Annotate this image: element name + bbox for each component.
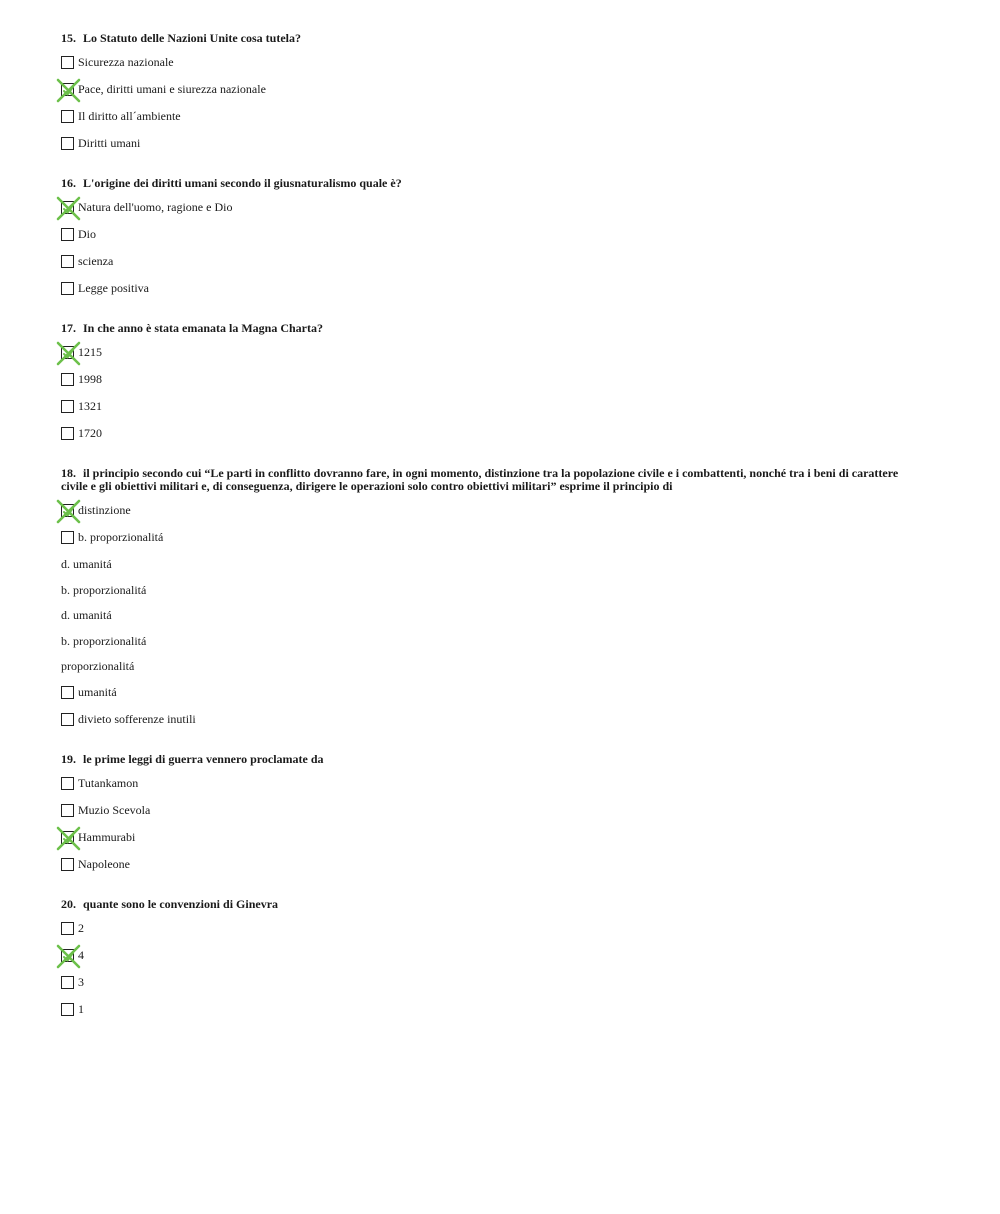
answer-option[interactable] [61,974,901,1001]
checkbox[interactable] [61,922,74,935]
question-title [61,30,901,54]
question-number: 19. [61,751,76,766]
checkbox-checked[interactable] [61,201,74,214]
answer-text-line [61,607,901,633]
answer-label: 4 [78,947,84,962]
answer-label: Il diritto all´ambiente [78,109,181,123]
answer-option[interactable] [61,711,901,738]
question-number: 20. [61,896,76,911]
checkbox-checked[interactable] [61,346,74,359]
answer-label: Diritti umani [78,136,141,150]
answer-label: 3 [78,974,84,989]
question-number: 18. [61,466,76,480]
answer-option[interactable] [61,398,901,425]
checkbox[interactable] [61,531,74,544]
check-cross-icon [57,342,80,365]
answer-label: 1215 [78,345,102,359]
answer-option[interactable] [61,775,901,802]
answer-option[interactable] [61,253,901,280]
question-17 [61,320,901,452]
answer-label: 2 [78,920,84,935]
answer-label: Natura dell'uomo, ragione e Dio [78,200,233,214]
answer-option[interactable] [61,226,901,253]
check-cross-icon [57,827,80,850]
question-text: quante sono le convenzioni di Ginevra [83,896,279,911]
checkbox[interactable] [61,804,74,817]
checkbox-checked[interactable] [61,831,74,844]
answer-label: Legge positiva [78,281,149,295]
answer-label: d. umanitá [61,608,112,623]
checkbox[interactable] [61,713,74,726]
question-18 [61,465,901,738]
check-cross-icon [57,500,80,523]
answer-option[interactable] [61,344,901,371]
checkbox[interactable] [61,228,74,241]
question-number: 16. [61,176,76,190]
answer-label: scienza [78,254,114,268]
answer-label: b. proporzionalitá [61,633,147,648]
checkbox[interactable] [61,282,74,295]
answer-option[interactable] [61,502,901,529]
question-text: le prime leggi di guerra vennero proclamate da [83,751,324,766]
question-20 [61,896,901,1028]
question-number: 15. [61,31,76,45]
answer-option[interactable] [61,947,901,974]
answer-text-line [61,633,901,659]
check-cross-icon [57,945,80,968]
answer-text-line [61,556,901,582]
question-title [61,175,901,199]
answer-label: Napoleone [78,856,130,871]
answer-text-line [61,582,901,608]
answer-label: b. proporzionalitá [61,582,147,597]
answer-option[interactable] [61,802,901,829]
question-title [61,751,901,775]
answer-label: Dio [78,227,96,241]
answer-label: Muzio Scevola [78,802,151,817]
checkbox[interactable] [61,110,74,123]
answer-label: 1998 [78,372,102,386]
question-text: L'origine dei diritti umani secondo il giusnaturalismo quale è? [83,176,402,190]
checkbox-checked[interactable] [61,83,74,96]
answer-option[interactable] [61,425,901,452]
question-title [61,896,901,920]
checkbox[interactable] [61,976,74,989]
answer-option[interactable] [61,54,901,81]
answer-label: Pace, diritti umani e siurezza nazionale [78,82,266,96]
checkbox[interactable] [61,137,74,150]
checkbox[interactable] [61,1003,74,1016]
question-text: Lo Statuto delle Nazioni Unite cosa tutela? [83,31,301,45]
checkbox[interactable] [61,373,74,386]
quiz-list [61,30,901,1041]
answer-label: Sicurezza nazionale [78,55,174,69]
answer-label: proporzionalitá [61,659,135,674]
answer-label: Hammurabi [78,829,136,844]
answer-option[interactable] [61,108,901,135]
answer-label: Tutankamon [78,775,139,790]
answer-label: b. proporzionalitá [78,530,164,544]
checkbox[interactable] [61,56,74,69]
checkbox[interactable] [61,400,74,413]
answer-label: distinzione [78,503,131,517]
check-cross-icon [57,79,80,102]
answer-label: 1 [78,1001,84,1016]
question-16 [61,175,901,307]
answer-label: divieto sofferenze inutili [78,711,196,726]
question-title [61,320,901,344]
answer-option[interactable] [61,920,901,947]
answer-text-line [61,658,901,684]
question-15 [61,30,901,162]
answer-label: 1720 [78,426,102,440]
answer-label: umanitá [78,684,117,699]
answer-option[interactable] [61,684,901,711]
question-19 [61,751,901,883]
checkbox-checked[interactable] [61,949,74,962]
checkbox-checked[interactable] [61,504,74,517]
answer-label: 1321 [78,399,102,413]
answer-option[interactable] [61,81,901,108]
question-text: il principio secondo cui “Le parti in conflitto dovranno fare, in ogni momento, distinzione tra la popolazione civile e i combattenti, nonché tra i beni di carattere civile e gli obiettivi militari e, di conseguenza, dirigere le operazioni solo contro obiettivi militari” esprime il principio di [61,466,899,493]
answer-option[interactable] [61,529,901,556]
answer-option[interactable] [61,280,901,307]
checkbox[interactable] [61,858,74,871]
question-text: In che anno è stata emanata la Magna Charta? [83,321,323,335]
answer-label: d. umanitá [61,557,112,571]
answer-option[interactable] [61,1001,901,1028]
checkbox[interactable] [61,686,74,699]
checkbox[interactable] [61,777,74,790]
answer-option[interactable] [61,829,901,856]
answer-option[interactable] [61,856,901,883]
checkbox[interactable] [61,255,74,268]
question-title [61,465,901,502]
answer-option[interactable] [61,199,901,226]
answer-option[interactable] [61,135,901,162]
answer-option[interactable] [61,371,901,398]
question-number: 17. [61,321,76,335]
checkbox[interactable] [61,427,74,440]
check-cross-icon [57,197,80,220]
